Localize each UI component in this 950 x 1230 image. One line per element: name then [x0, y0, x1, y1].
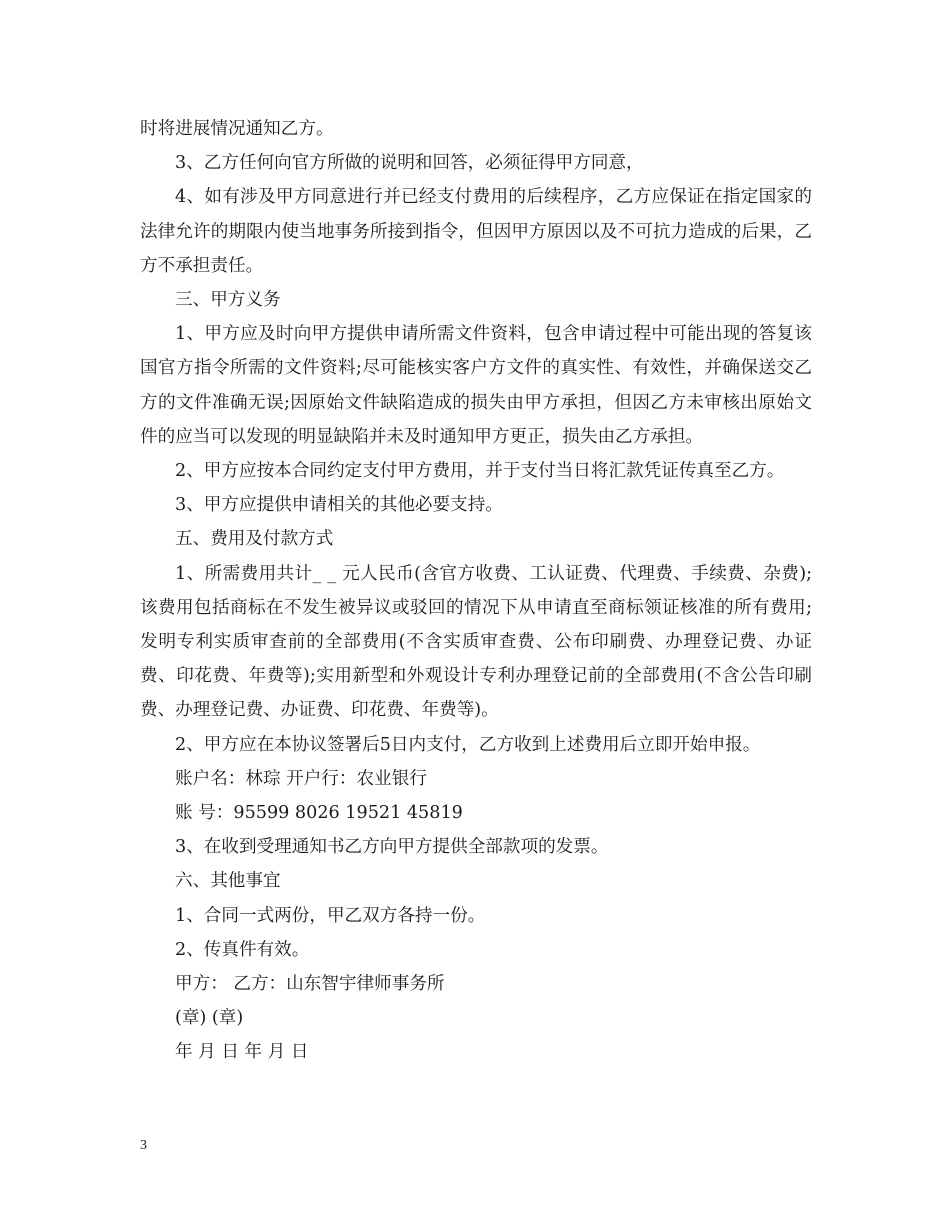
- paragraph: 1、合同一式两份，甲乙双方各持一份。: [175, 905, 486, 926]
- section-heading: 三、甲方义务: [175, 290, 281, 311]
- seal-line: (章) (章): [175, 1008, 244, 1029]
- paragraph: 3、乙方任何向官方所做的说明和回答，必须征得甲方同意，: [175, 153, 644, 174]
- paragraph: 4、如有涉及甲方同意进行并已经支付费用的后续程序，乙方应保证在指定国家的法律允许的期限内使当地事务所接到指令，但因甲方原因以及不可抗力造成的后果，乙方不承担责任。: [140, 187, 812, 276]
- document-body: [140, 112, 812, 1070]
- paragraph: 1、甲方应及时向甲方提供申请所需文件资料，包含申请过程中可能出现的答复该国官方指令所需的文件资料;尽可能核实客户方文件的真实性、有效性，并确保送交乙方的文件准确无误;因原始文件缺陷造成的损失由甲方承担，但因乙方未审核出原始文件的应当可以发现的明显缺陷并未及时通知甲方更正，损失由乙方承担。: [140, 324, 812, 447]
- date-line: 年 月 日 年 月 日: [175, 1042, 309, 1063]
- signature-parties-line: 甲方： 乙方：山东智宇律师事务所: [175, 974, 445, 995]
- paragraph: 时将进展情况通知乙方。: [140, 119, 334, 139]
- paragraph: 2、甲方应在本协议签署后5日内支付，乙方收到上述费用后立即开始申报。: [175, 734, 761, 755]
- page-number: 3: [140, 1138, 147, 1153]
- paragraph: 2、甲方应按本合同约定支付甲方费用，并于支付当日将汇款凭证传真至乙方。: [175, 461, 785, 482]
- paragraph: 2、传真件有效。: [175, 939, 310, 960]
- paragraph: 3、在收到受理通知书乙方向甲方提供全部款项的发票。: [175, 837, 609, 858]
- section-heading: 六、其他事宜: [175, 871, 281, 892]
- account-number-line: 账 号：95599 8026 19521 45819: [175, 803, 463, 824]
- account-name-line: 账户名：林琮 开户行：农业银行: [175, 768, 427, 789]
- paragraph: 3、甲方应提供申请相关的其他必要支持。: [175, 495, 503, 516]
- paragraph: 1、所需费用共计_ _ 元人民币(含官方收费、工认证费、代理费、手续费、杂费);该费用包括商标在不发生被异议或驳回的情况下从申请直至商标领证核准的所有费用;发明专利实质审查前的全部费用(不含实质审查费、公布印刷费、办理登记费、办证费、印花费、年费等);实用新型和外观设计专利办理登记前的全部费用(不含公告印刷费、办理登记费、办证费、印花费、年费等)。: [140, 563, 812, 721]
- section-heading: 五、费用及付款方式: [175, 529, 334, 550]
